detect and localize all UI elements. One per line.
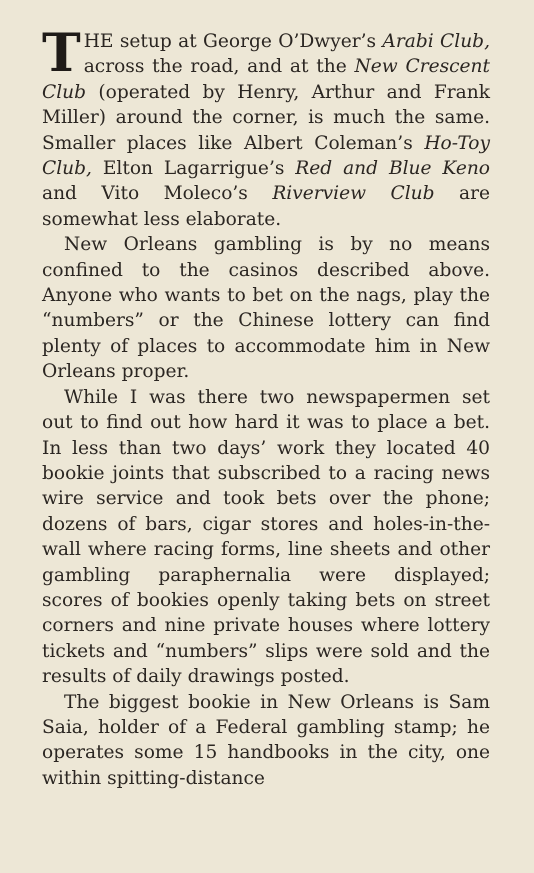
paragraph-3: While I was there two newspapermen set out to find out how hard it was to place a bet. In less than two days’ work they located 40 bookie joints that subscribed to a racing news wire service and took bets over the phone; dozens of bars, cigar stores and holes-in-the-wall where racing forms, line sheets and other gambling paraphernalia were displayed; scores of bookies openly taking bets on street corners and nine private houses where lottery tickets and “numbers” slips were sold and the results of daily drawings posted.	[42, 386, 490, 688]
para1-text-5: and Vito Moleco’s	[42, 183, 273, 205]
drop-cap: T	[42, 23, 81, 84]
paragraph-4: The biggest bookie in New Orleans is Sam Saia, holder of a Federal gambling stamp; he operates some 15 handbooks in the city, one within spitting-distance	[42, 691, 490, 789]
club-name-arabi: Arabi Club,	[382, 31, 490, 52]
para1-text-3: (operated by Henry, Arthur and Frank Miller) around the corner, is much the same. Smaller places like Albert Coleman’s	[42, 81, 490, 154]
para1-text-6: are somewhat less elaborate.	[42, 183, 490, 230]
club-name-ho-toy: Ho-Toy Club,	[42, 132, 490, 180]
para1-text-1: HE setup at George O’Dwyer’s	[83, 31, 383, 52]
para1-text-4: Elton Lagarrigue’s	[91, 158, 296, 180]
para1-text-2: across the road, and at the	[83, 56, 355, 78]
paragraph-1	[42, 23, 490, 232]
paragraph-2: New Orleans gambling is by no means confined to the casinos described above. Anyone who wants to bet on the nags, play the “numbers” or the Chinese lottery can find plenty of places to accommodate him in New Orleans proper.	[42, 234, 490, 383]
club-name-red-and-blue-keno: Red and Blue Keno	[295, 158, 490, 180]
article-column	[42, 23, 490, 791]
club-name-new-crescent: New Crescent Club	[42, 56, 490, 103]
club-name-riverview: Riverview Club	[272, 183, 435, 205]
